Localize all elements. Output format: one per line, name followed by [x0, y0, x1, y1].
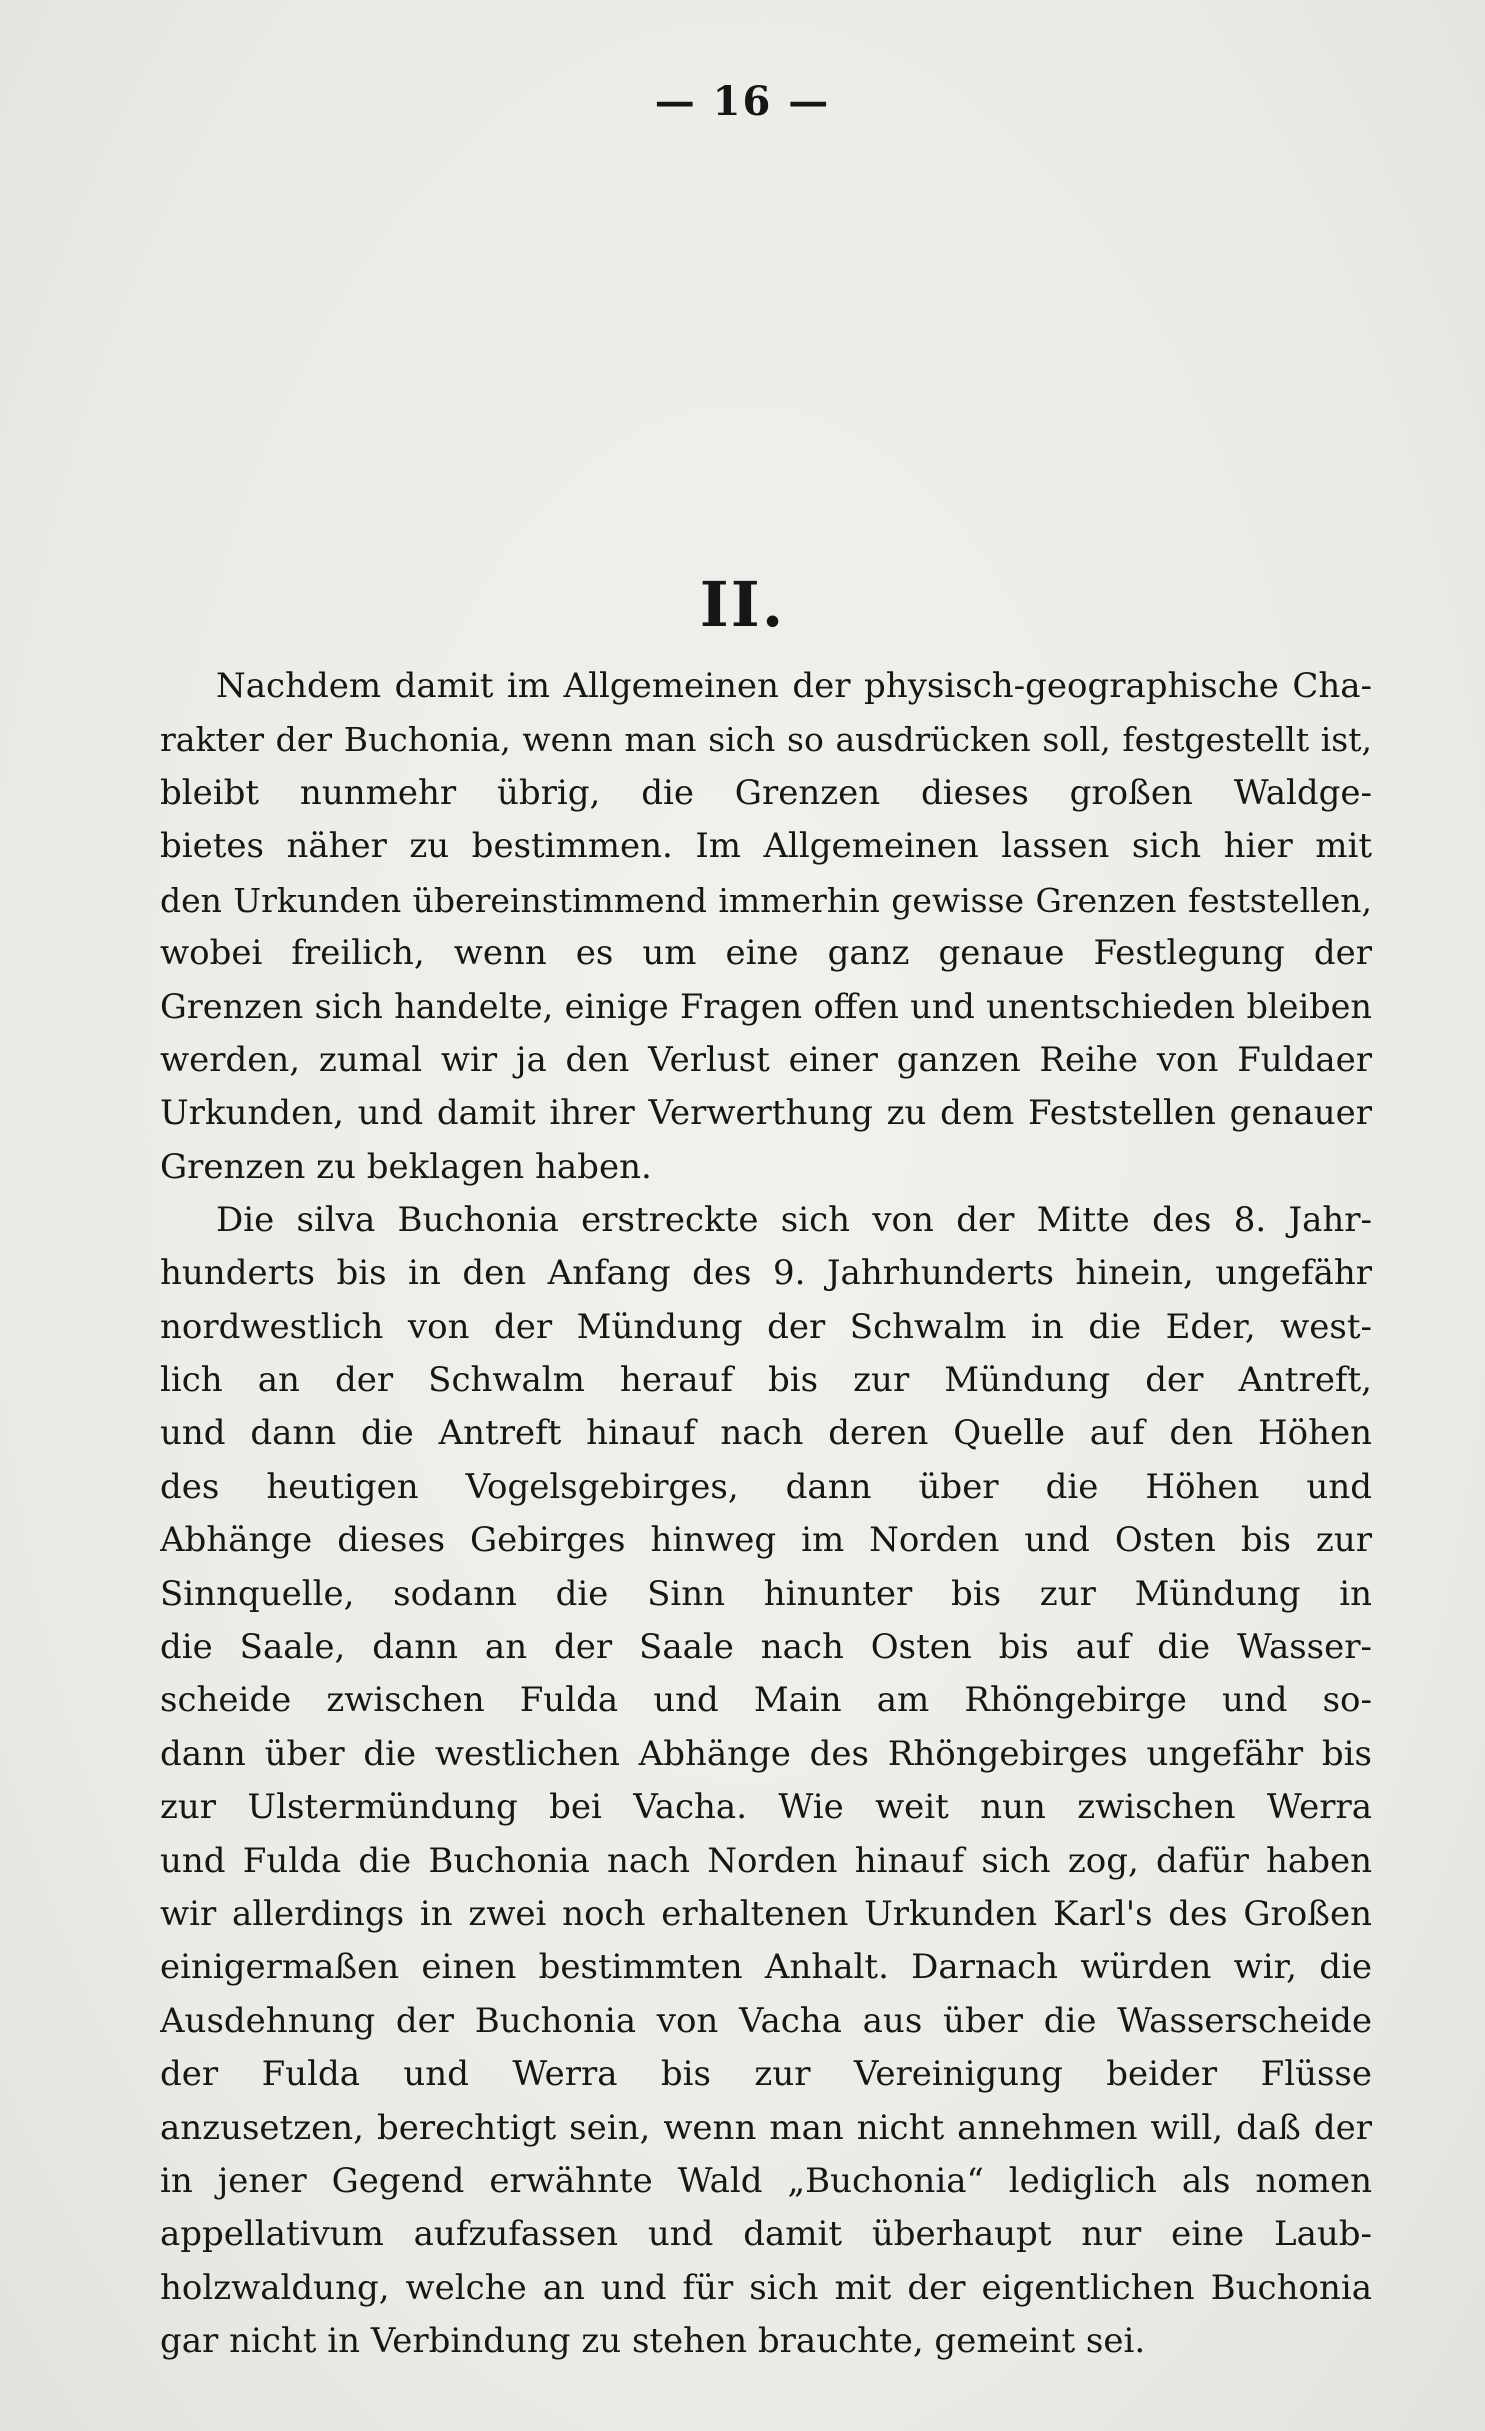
- text-line: und Fulda die Buchonia nach Norden hinauf sich zog, dafür haben: [160, 1840, 1372, 1881]
- text-line: anzusetzen, berechtigt sein, wenn man nicht annehmen will, daß der: [160, 2107, 1372, 2148]
- text-line: die Saale, dann an der Saale nach Osten bis auf die Wasser-: [160, 1627, 1372, 1668]
- text-line: Ausdehnung der Buchonia von Vacha aus über die Wasserscheide: [160, 2000, 1372, 2041]
- text-line: bleibt nunmehr übrig, die Grenzen dieses großen Waldge-: [160, 772, 1372, 813]
- text-line: appellativum aufzufassen und damit überhaupt nur eine Laub-: [160, 2214, 1372, 2255]
- text-line: Sinnquelle, sodann die Sinn hinunter bis zur Mündung in: [160, 1573, 1372, 1614]
- text-line: holzwaldung, welche an und für sich mit der eigentlichen Buchonia: [160, 2267, 1372, 2308]
- page-number: — 16 —: [654, 78, 831, 125]
- text-line: Urkunden, und damit ihrer Verwerthung zu dem Feststellen genauer: [160, 1093, 1372, 1134]
- text-line: Die silva Buchonia erstreckte sich von der Mitte des 8. Jahr-: [216, 1199, 1372, 1240]
- text-line: werden, zumal wir ja den Verlust einer ganzen Reihe von Fuldaer: [160, 1039, 1372, 1080]
- section-heading: II.: [699, 568, 786, 641]
- text-line: der Fulda und Werra bis zur Vereinigung beider Flüsse: [160, 2054, 1372, 2095]
- text-line: Grenzen zu beklagen haben.: [160, 1146, 652, 1187]
- text-line: hunderts bis in den Anfang des 9. Jahrhunderts hinein, ungefähr: [160, 1253, 1372, 1294]
- text-line: den Urkunden übereinstimmend immerhin gewisse Grenzen feststellen,: [160, 880, 1372, 920]
- text-line: in jener Gegend erwähnte Wald „Buchonia“ lediglich als nomen: [160, 2160, 1372, 2201]
- text-line: und dann die Antreft hinauf nach deren Quelle auf den Höhen: [160, 1413, 1372, 1454]
- text-line: des heutigen Vogelsgebirges, dann über die Höhen und: [160, 1466, 1372, 1507]
- text-line: gar nicht in Verbindung zu stehen brauchte, gemeint sei.: [160, 2321, 1146, 2362]
- text-line: nordwestlich von der Mündung der Schwalm in die Eder, west-: [160, 1306, 1372, 1347]
- text-line: Nachdem damit im Allgemeinen der physisch-geographische Cha-: [216, 666, 1372, 706]
- text-line: zur Ulstermündung bei Vacha. Wie weit nun zwischen Werra: [160, 1787, 1372, 1828]
- text-line: dann über die westlichen Abhänge des Rhöngebirges ungefähr bis: [160, 1733, 1372, 1774]
- text-line: rakter der Buchonia, wenn man sich so ausdrücken soll, festgestellt ist,: [160, 720, 1372, 760]
- text-line: Abhänge dieses Gebirges hinweg im Norden und Osten bis zur: [160, 1520, 1372, 1561]
- text-line: scheide zwischen Fulda und Main am Rhöngebirge und so-: [160, 1680, 1372, 1721]
- text-line: wir allerdings in zwei noch erhaltenen Urkunden Karl's des Großen: [160, 1893, 1372, 1934]
- text-line: einigermaßen einen bestimmten Anhalt. Darnach würden wir, die: [160, 1947, 1372, 1988]
- text-line: bietes näher zu bestimmen. Im Allgemeinen lassen sich hier mit: [160, 826, 1372, 867]
- text-line: wobei freilich, wenn es um eine ganz genaue Festlegung der: [160, 932, 1372, 973]
- body-text: [160, 660, 1372, 2369]
- text-line: Grenzen sich handelte, einige Fragen offen und unentschieden bleiben: [160, 987, 1372, 1027]
- text-line: lich an der Schwalm herauf bis zur Mündung der Antreft,: [160, 1360, 1372, 1401]
